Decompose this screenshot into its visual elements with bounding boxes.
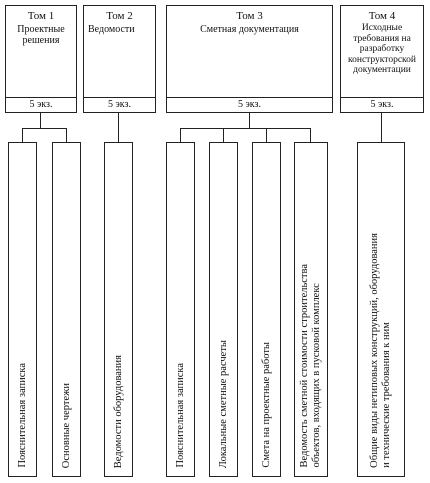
volume-3-connector-bar — [180, 128, 311, 129]
column-design-work-estimate — [252, 142, 281, 477]
column-6-label: Смета на проектные работы — [260, 342, 272, 468]
column-explanatory-note-1 — [8, 142, 37, 477]
volume-1-title: Том 1 — [27, 10, 55, 22]
volume-1-connector-stem — [40, 112, 41, 128]
connector-col-4 — [180, 128, 181, 142]
column-2-label: Основные чертежи — [60, 382, 72, 468]
column-4-label: Пояснительная записка — [174, 363, 186, 468]
connector-col-1 — [22, 128, 23, 142]
volume-1-box — [5, 5, 77, 113]
volume-4-subtitle: Исходные требования на разработку конструкторской документации — [347, 23, 417, 75]
volume-4-box — [340, 5, 424, 113]
volume-3-subtitle: Сметная документация — [200, 24, 299, 35]
connector-col-7 — [310, 128, 311, 142]
volume-3-box — [166, 5, 333, 113]
volume-2-copies: 5 экз. — [84, 97, 155, 112]
connector-col-5 — [223, 128, 224, 142]
column-general-views — [357, 142, 405, 477]
column-5-label: Локальные сметные расчеты — [217, 339, 229, 468]
column-equipment-lists — [104, 142, 133, 477]
column-3-label: Ведомости оборудования — [112, 354, 124, 468]
column-main-drawings — [52, 142, 81, 477]
column-7-label: Ведомость сметной стоимости строительства объектов, входящих в пусковой комплекс — [299, 264, 322, 468]
volume-3-connector-stem — [249, 112, 250, 128]
volume-2-box — [83, 5, 156, 113]
volume-1-connector-bar — [22, 128, 67, 129]
column-local-estimates — [209, 142, 238, 477]
volume-4-title: Том 4 — [368, 10, 396, 22]
volume-2-subtitle: Ведомости — [88, 24, 135, 35]
volume-2-connector — [118, 112, 119, 142]
connector-col-2 — [66, 128, 67, 142]
volume-1-copies: 5 экз. — [6, 97, 76, 112]
connector-col-6 — [266, 128, 267, 142]
column-1-label: Пояснительная записка — [16, 363, 28, 468]
volume-3-title: Том 3 — [236, 10, 263, 22]
volume-4-connector — [381, 112, 382, 142]
volume-4-copies: 5 экз. — [341, 97, 423, 112]
column-explanatory-note-2 — [166, 142, 195, 477]
volume-1-subtitle: Проектные решения — [17, 24, 65, 46]
column-construction-cost-statement — [294, 142, 328, 477]
volume-2-title: Том 2 — [106, 10, 133, 22]
volume-3-copies: 5 экз. — [167, 97, 332, 112]
column-8-label: Общие виды нетиповых конструкций, оборудования и технические требования к ним — [369, 233, 392, 468]
